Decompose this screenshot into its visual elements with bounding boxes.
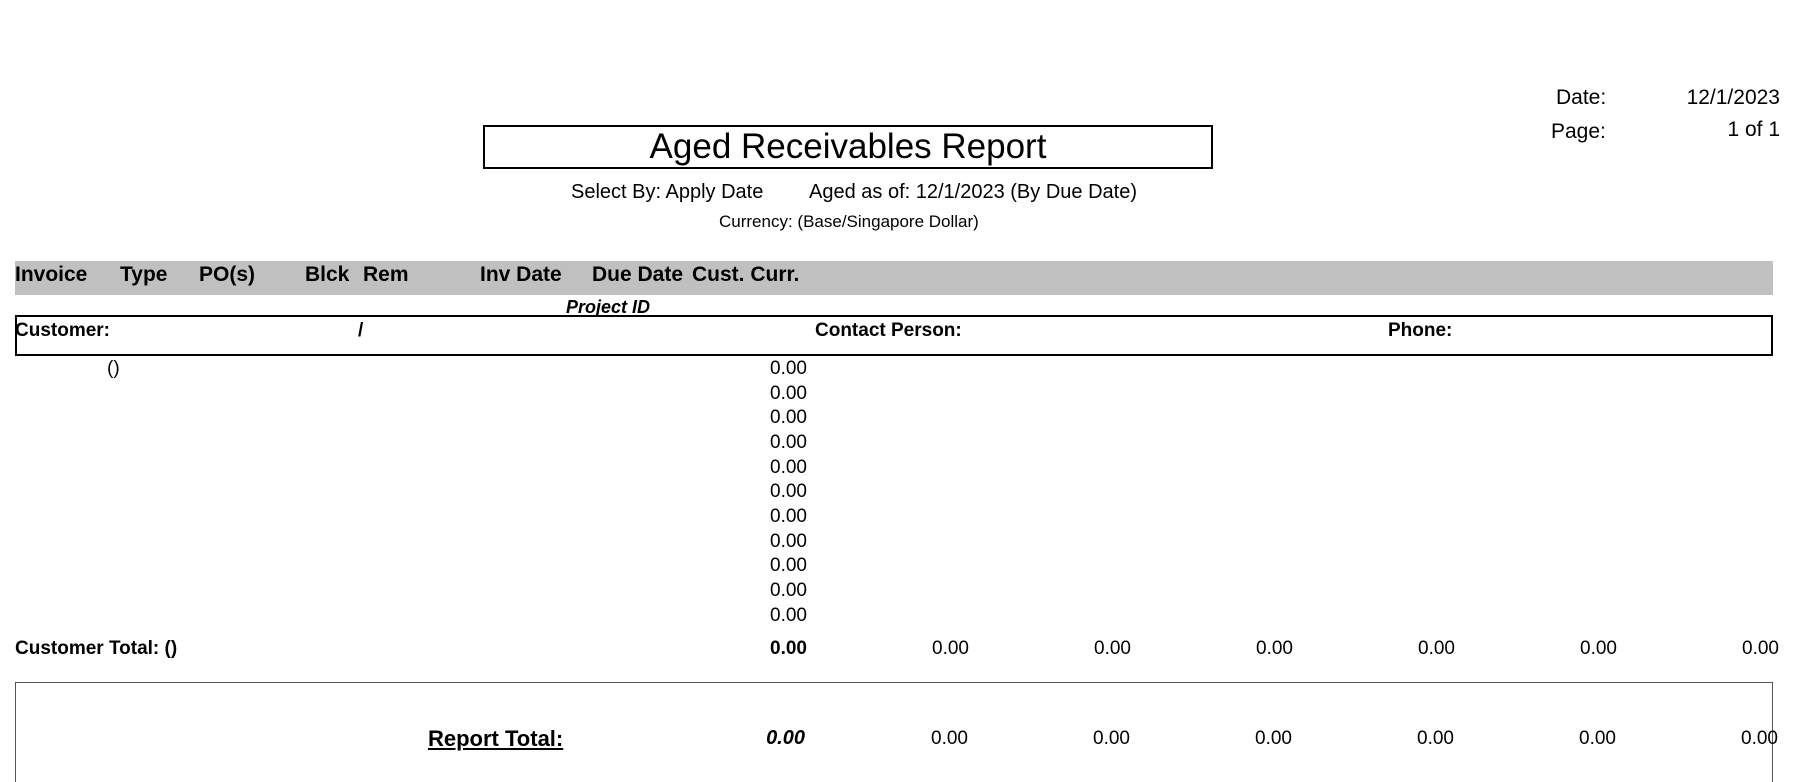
- customer-total-bucket: 0.00: [932, 638, 969, 659]
- customer-name: (): [107, 358, 120, 379]
- col-type: Type: [120, 263, 168, 286]
- detail-row: 0.00: [770, 531, 807, 552]
- customer-total-bucket: 0.00: [1256, 638, 1293, 659]
- customer-total-bucket: 0.00: [1094, 638, 1131, 659]
- col-project-id: Project ID: [566, 297, 651, 317]
- detail-row: 0.00: [770, 383, 807, 404]
- detail-row: 0.00: [770, 358, 807, 379]
- page-label: Page:: [1551, 120, 1606, 143]
- detail-row: 0.00: [770, 481, 807, 502]
- col-rem: Rem: [363, 263, 409, 286]
- detail-row: 0.00: [770, 407, 807, 428]
- customer-total-main: 0.00: [770, 638, 807, 659]
- report-total-bucket: 0.00: [1579, 728, 1616, 749]
- col-due-date: Due Date: [592, 263, 684, 286]
- report-total-bucket: 0.00: [1093, 728, 1130, 749]
- phone-label: Phone:: [1388, 320, 1453, 341]
- report-total-bucket: 0.00: [1255, 728, 1292, 749]
- col-cust-curr: Cust. Curr.: [692, 263, 800, 286]
- aged-as-of-text: Aged as of: 12/1/2023 (By Due Date): [809, 181, 1137, 203]
- detail-row: 0.00: [770, 457, 807, 478]
- select-by-text: Select By: Apply Date: [571, 181, 764, 203]
- customer-separator: /: [358, 320, 364, 341]
- report-title: Aged Receivables Report: [483, 125, 1213, 169]
- customer-total-bucket: 0.00: [1580, 638, 1617, 659]
- report-total-bucket: 0.00: [1417, 728, 1454, 749]
- col-blck: Blck: [305, 263, 350, 286]
- currency-text: Currency: (Base/Singapore Dollar): [719, 212, 979, 231]
- customer-total-bucket: 0.00: [1742, 638, 1779, 659]
- detail-row: 0.00: [770, 432, 807, 453]
- col-invoice: Invoice: [15, 263, 88, 286]
- date-value: 12/1/2023: [1686, 86, 1780, 109]
- date-label: Date:: [1556, 86, 1607, 109]
- page-value: 1 of 1: [1727, 118, 1780, 141]
- report-total-main: 0.00: [766, 727, 805, 749]
- detail-row: 0.00: [770, 605, 807, 626]
- col-inv-date: Inv Date: [480, 263, 562, 286]
- customer-label: Customer:: [15, 320, 111, 341]
- detail-row: 0.00: [770, 506, 807, 527]
- report-total-bucket: 0.00: [931, 728, 968, 749]
- detail-row: 0.00: [770, 580, 807, 601]
- column-header-band: [15, 261, 1773, 295]
- detail-row: 0.00: [770, 555, 807, 576]
- customer-total-label: Customer Total: (): [15, 638, 178, 659]
- col-pos: PO(s): [199, 263, 256, 286]
- contact-person-label: Contact Person:: [815, 320, 962, 341]
- customer-total-bucket: 0.00: [1418, 638, 1455, 659]
- report-total-bucket: 0.00: [1741, 728, 1778, 749]
- report-total-label: Report Total:: [428, 726, 564, 751]
